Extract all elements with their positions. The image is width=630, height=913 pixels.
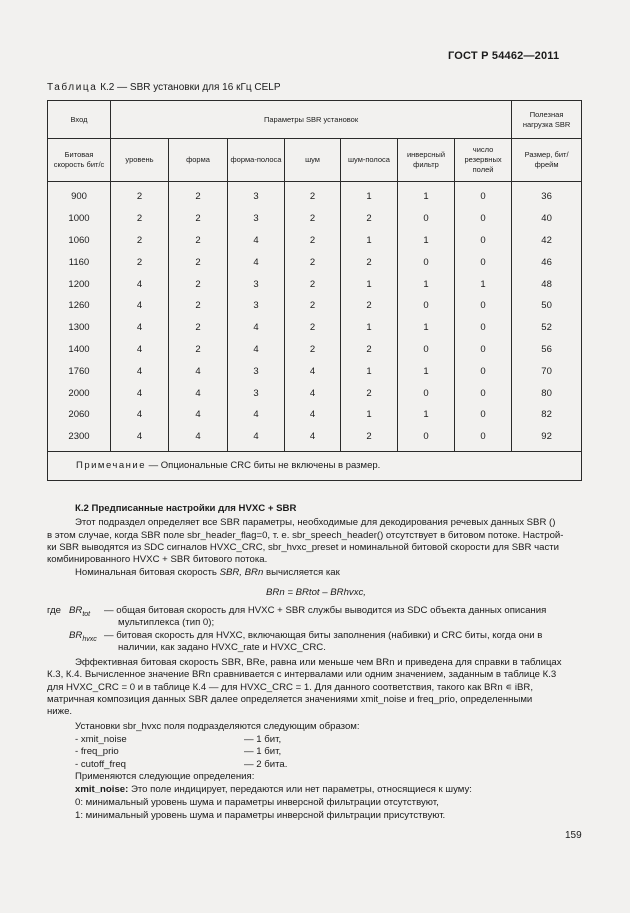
table-cell: 0 xyxy=(398,251,455,273)
table-cell: 2 xyxy=(341,251,398,273)
table-cell: 2000 xyxy=(48,382,111,404)
table-cell: 4 xyxy=(169,382,228,404)
table-cell: 2 xyxy=(169,295,228,317)
table-row xyxy=(48,426,582,451)
table-cell: 2 xyxy=(169,273,228,295)
column-header: Битовая скорость бит/с xyxy=(48,139,111,182)
table-cell: 4 xyxy=(228,339,285,361)
para1-line1: Этот подраздел определяет все SBR параметры, необходимые для декодирования речевых данных SBR () xyxy=(75,517,556,528)
table-row xyxy=(48,317,582,339)
table-note-row xyxy=(48,451,582,480)
table-cell: 2 xyxy=(169,339,228,361)
table-cell: 1060 xyxy=(48,230,111,252)
table-cell: 1 xyxy=(341,317,398,339)
table-cell: 4 xyxy=(228,426,285,451)
table-cell: 1400 xyxy=(48,339,111,361)
table-row xyxy=(48,182,582,208)
head-params: Параметры SBR установок xyxy=(111,101,512,139)
table-cell: 900 xyxy=(48,182,111,208)
table-cell: 1 xyxy=(341,273,398,295)
table-cell: 4 xyxy=(228,317,285,339)
column-header: уровень xyxy=(111,139,169,182)
para3-line3: для HVXC_CRC = 0 и в таблице К.4 — для HVXC_CRC = 1. Для данного соответствия, такого как BRn ∊ iBR, xyxy=(47,682,534,693)
table-cell: 3 xyxy=(228,360,285,382)
para6-term: xmit_noise: xyxy=(75,784,129,795)
table-cell: 0 xyxy=(455,317,512,339)
table-cell: 2 xyxy=(341,339,398,361)
field-name: - xmit_noise xyxy=(75,734,127,745)
table-cell: 1760 xyxy=(48,360,111,382)
field-name: - cutoff_freq xyxy=(75,758,127,770)
para6-text: Это поле индицирует, передаются или нет параметры, относящиеся к шуму: xyxy=(128,784,472,795)
column-header: форма xyxy=(169,139,228,182)
table-cell: 4 xyxy=(111,339,169,361)
table-cell: 4 xyxy=(285,382,341,404)
table-cell: 1 xyxy=(341,182,398,208)
table-cell: 2 xyxy=(341,426,398,451)
note-text: — Опциональные CRC биты не включены в размер. xyxy=(146,460,381,472)
table-cell: 2 xyxy=(111,208,169,230)
para3-line4: матричная композиция данных SBR далее определяется значениями xmit_noise и freq_prio, определенными xyxy=(47,694,533,705)
table-cell: 0 xyxy=(398,339,455,361)
table-cell: 4 xyxy=(228,251,285,273)
table-cell: 46 xyxy=(512,251,582,273)
table-cell: 4 xyxy=(111,404,169,426)
table-cell: 0 xyxy=(455,230,512,252)
field-name: - freq_prio xyxy=(75,746,119,758)
table-row xyxy=(48,251,582,273)
table-cell: 1 xyxy=(398,273,455,295)
para8: 1: минимальный уровень шума и параметры инверсной фильтрации присутствуют. xyxy=(75,810,446,821)
table-cell: 3 xyxy=(228,208,285,230)
table-cell: 0 xyxy=(455,295,512,317)
table-cell: 70 xyxy=(512,360,582,382)
table-cell: 4 xyxy=(285,426,341,451)
table-cell: 4 xyxy=(111,360,169,382)
table-cell: 0 xyxy=(455,382,512,404)
table-cell: 0 xyxy=(455,182,512,208)
table-cell: 0 xyxy=(398,208,455,230)
def2-line1: — битовая скорость для HVXC, включающая биты заполнения (набивки) и CRC биты, когда они в xyxy=(104,630,543,641)
table-cell: 2300 xyxy=(48,426,111,451)
table-cell: 48 xyxy=(512,273,582,295)
table-row xyxy=(48,295,582,317)
table-cell: 40 xyxy=(512,208,582,230)
table-cell: 3 xyxy=(228,182,285,208)
para1-line2: в этом случае, когда SBR поле sbr_header_flag=0, т. е. sbr_speech_header() отсутствует в битовом потоке. Настрой- xyxy=(47,530,564,541)
table-cell: 0 xyxy=(398,426,455,451)
para7: 0: минимальный уровень шума и параметры инверсной фильтрации отсутствуют, xyxy=(75,797,439,808)
def2-line2: наличии, как задано HVXC_rate и HVXC_CRC. xyxy=(118,642,326,653)
table-cell: 4 xyxy=(111,295,169,317)
table-cell: 3 xyxy=(228,382,285,404)
table-cell: 2 xyxy=(285,339,341,361)
def1-sub: tot xyxy=(82,610,91,618)
para6 xyxy=(75,784,472,796)
def2-symbol xyxy=(69,630,97,646)
table-cell: 4 xyxy=(285,360,341,382)
table-cell: 82 xyxy=(512,404,582,426)
table-cell: 4 xyxy=(285,404,341,426)
table-cell: 36 xyxy=(512,182,582,208)
table-cell: 42 xyxy=(512,230,582,252)
def1-line1: — общая битовая скорость для HVXC + SBR службы выводится из SDC объекта данных описания xyxy=(104,605,547,616)
table-row xyxy=(48,230,582,252)
table-cell: 2 xyxy=(341,295,398,317)
column-header: шум-полоса xyxy=(341,139,398,182)
field-bits: — 2 бита. xyxy=(244,758,288,770)
column-header: форма-полоса xyxy=(228,139,285,182)
table-cell: 1 xyxy=(341,360,398,382)
section-title: К.2 Предписанные настройки для HVXC + SBR xyxy=(75,503,297,514)
table-row xyxy=(48,208,582,230)
table-cell: 0 xyxy=(455,251,512,273)
table-cell: 0 xyxy=(455,360,512,382)
table-cell: 2 xyxy=(111,182,169,208)
table-cell: 50 xyxy=(512,295,582,317)
para3-line1: Эффективная битовая скорость SBR, BRe, равна или меньше чем BRn и приведена для справки в таблицах xyxy=(75,657,562,668)
def1-symbol xyxy=(69,605,90,621)
table-cell: 1 xyxy=(398,317,455,339)
table-cell: 1000 xyxy=(48,208,111,230)
para3-line5: ниже. xyxy=(47,706,73,717)
table-cell: 0 xyxy=(398,382,455,404)
table-cell: 0 xyxy=(455,339,512,361)
table-cell: 0 xyxy=(455,208,512,230)
table-cell: 92 xyxy=(512,426,582,451)
field-bits: — 1 бит, xyxy=(244,746,282,758)
table-row xyxy=(48,382,582,404)
table-cell: 1 xyxy=(398,360,455,382)
table-cell: 2 xyxy=(111,251,169,273)
table-cell: 3 xyxy=(228,295,285,317)
table-cell: 4 xyxy=(111,273,169,295)
column-header: число резервных полей xyxy=(455,139,512,182)
table-cell: 4 xyxy=(111,426,169,451)
table-cell: 2060 xyxy=(48,404,111,426)
para2-b: SBR, BRn xyxy=(219,567,264,578)
def2-sub: hvxc xyxy=(82,635,97,643)
table-cell: 2 xyxy=(341,208,398,230)
table-caption xyxy=(47,82,281,93)
table-row xyxy=(48,360,582,382)
table-cell: 2 xyxy=(111,230,169,252)
para3-line2: К.3, К.4. Вычисленное значение BRn сравнивается с интервалами или одним значением, заданным в таблице К.3 xyxy=(47,669,557,680)
table-cell: 2 xyxy=(169,182,228,208)
table-cell: 2 xyxy=(285,230,341,252)
head-input: Вход xyxy=(48,101,111,139)
table-cell: 2 xyxy=(169,208,228,230)
table-cell: 1200 xyxy=(48,273,111,295)
para2 xyxy=(75,567,340,579)
para4: Установки sbr_hvxc поля подразделяются следующим образом: xyxy=(75,721,360,732)
table-cell: 52 xyxy=(512,317,582,339)
table-cell: 1 xyxy=(398,230,455,252)
table-cell: 1 xyxy=(341,230,398,252)
table-cell: 1 xyxy=(398,404,455,426)
table-cell: 56 xyxy=(512,339,582,361)
def2-sym: BR xyxy=(69,630,83,641)
table-cell: 2 xyxy=(285,273,341,295)
table-cell: 0 xyxy=(398,295,455,317)
table-note xyxy=(48,451,582,480)
table-cell: 2 xyxy=(285,208,341,230)
table-cell: 2 xyxy=(169,230,228,252)
caption-text: К.2 — SBR установки для 16 кГц CELP xyxy=(97,82,281,93)
formula: BRn = BRtot – BRhvxc, xyxy=(266,587,366,598)
table-cell: 0 xyxy=(455,404,512,426)
table-cell: 4 xyxy=(169,426,228,451)
table-cell: 1160 xyxy=(48,251,111,273)
table-cell: 4 xyxy=(169,404,228,426)
table-cell: 2 xyxy=(341,382,398,404)
table-cell: 80 xyxy=(512,382,582,404)
para2-a: Номинальная битовая скорость xyxy=(75,567,220,578)
table-cell: 2 xyxy=(285,295,341,317)
table-cell: 2 xyxy=(169,251,228,273)
page-number: 159 xyxy=(565,830,582,841)
head-payload: Полезная нагрузка SBR xyxy=(512,101,582,139)
para2-c: вычисляется как xyxy=(263,567,340,578)
def1-line2: мультиплекса (тип 0); xyxy=(118,617,215,628)
table-cell: 1 xyxy=(398,182,455,208)
column-header: Размер, бит/фрейм xyxy=(512,139,582,182)
where-label: где xyxy=(47,605,62,616)
table-cell: 4 xyxy=(169,360,228,382)
table-cell: 4 xyxy=(111,382,169,404)
column-header: инверсный фильтр xyxy=(398,139,455,182)
table-row xyxy=(48,339,582,361)
sbr-settings-table xyxy=(47,100,582,481)
table-cell: 1260 xyxy=(48,295,111,317)
document-id: ГОСТ Р 54462—2011 xyxy=(448,50,560,62)
table-cell: 1 xyxy=(341,404,398,426)
table-cell: 1 xyxy=(455,273,512,295)
table-cell: 2 xyxy=(285,317,341,339)
para1-line4: комбинированного HVXC + SBR битового потока. xyxy=(47,554,268,565)
para1-line3: ки SBR выводятся из SDC сигналов HVXC_CRC, sbr_hvxc_preset и номинальной битовой скорости для SBR части xyxy=(47,542,560,553)
table-row xyxy=(48,404,582,426)
table-cell: 4 xyxy=(111,317,169,339)
caption-prefix: Таблица xyxy=(47,82,98,93)
table-cell: 2 xyxy=(285,182,341,208)
table-cell: 1300 xyxy=(48,317,111,339)
table-cell: 4 xyxy=(228,404,285,426)
table-cell: 0 xyxy=(455,426,512,451)
def1-sym: BR xyxy=(69,605,83,616)
field-bits: — 1 бит, xyxy=(244,734,282,745)
table-row xyxy=(48,273,582,295)
table-cell: 3 xyxy=(228,273,285,295)
note-prefix: Примечание xyxy=(76,460,146,472)
para5: Применяются следующие определения: xyxy=(75,771,255,782)
table-cell: 2 xyxy=(285,251,341,273)
table-cell: 2 xyxy=(169,317,228,339)
column-header: шум xyxy=(285,139,341,182)
table-cell: 4 xyxy=(228,230,285,252)
